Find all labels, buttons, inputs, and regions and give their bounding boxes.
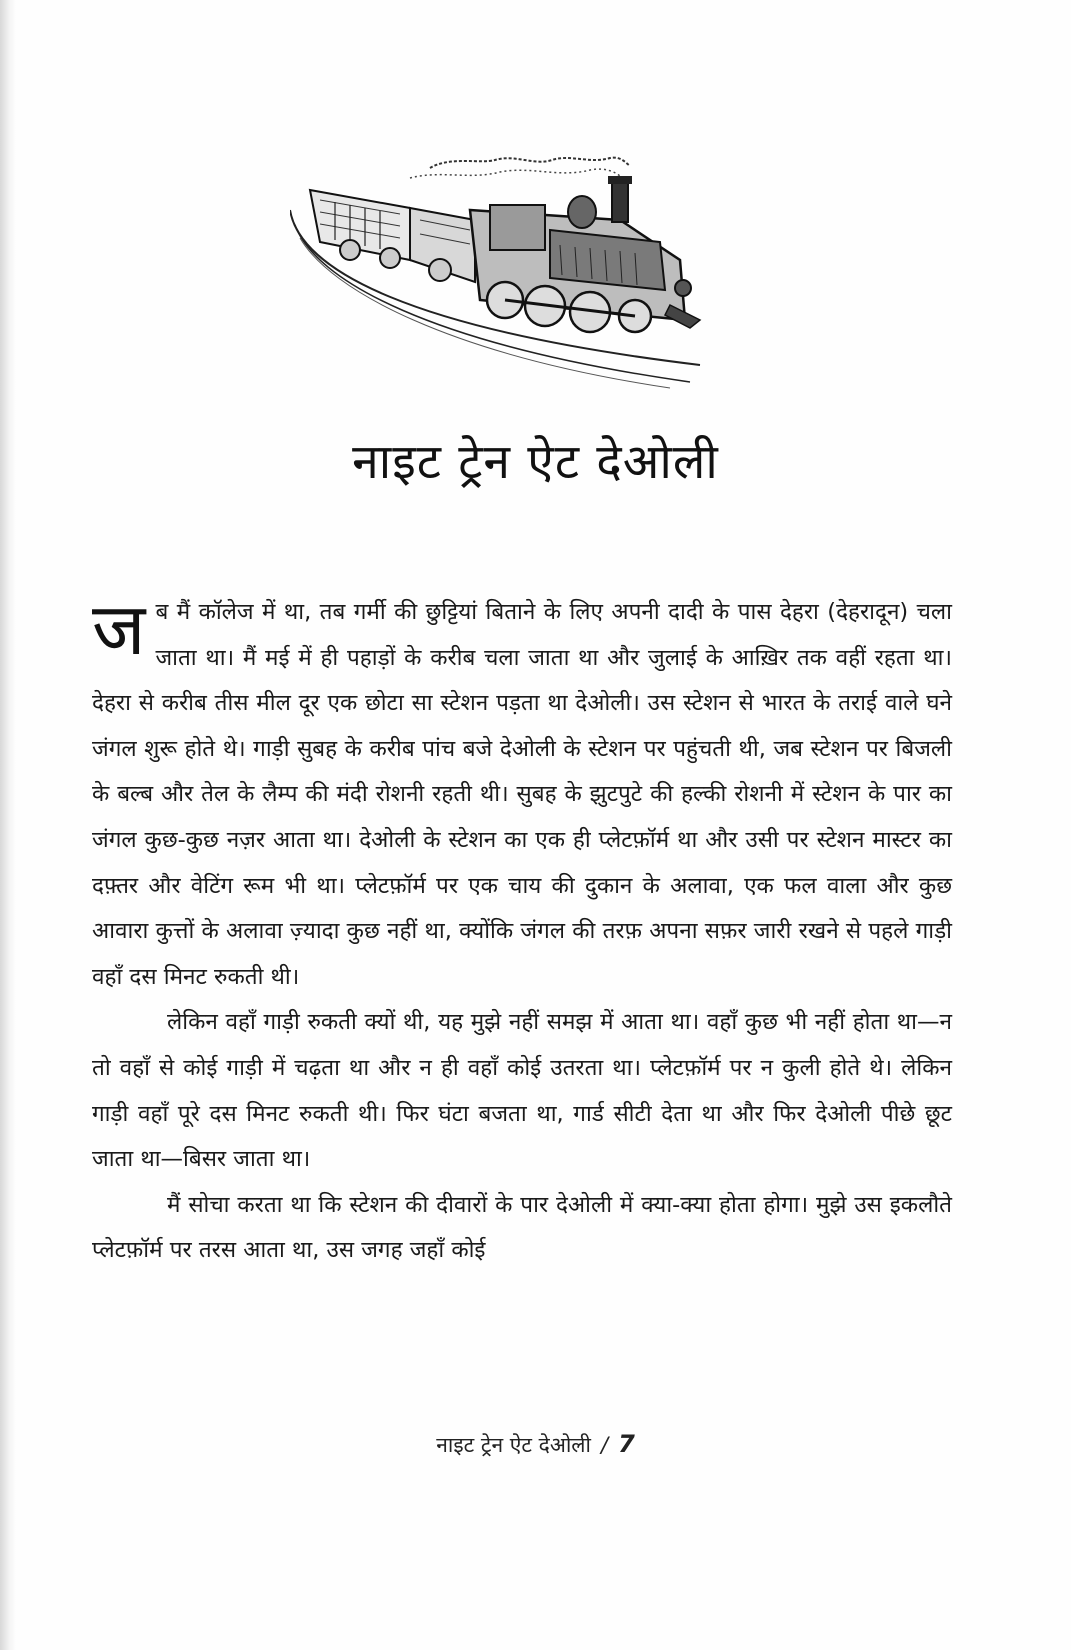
chapter-body (92, 587, 952, 1274)
footer-separator: / (600, 1433, 609, 1457)
steam-train-illustration (290, 150, 720, 390)
page-footer (0, 1430, 1071, 1459)
paragraph-1-text: ब मैं कॉलेज में था, तब गर्मी की छुट्टियां बिताने के लिए अपनी दादी के पास देहरा (देहरादून) चला जाता था। मैं मई में ही पहाड़ों के करीब चला जाता था और जुलाई के आख़िर तक वहीं रहता था। देहरा से करीब तीस मील दूर एक छोटा सा स्टेशन पड़ता था देओली। उस स्टेशन से भारत के तराई वाले घने जंगल शुरू होते थे। गाड़ी सुबह के करीब पांच बजे देओली के स्टेशन पर पहुंचती थी, जब स्टेशन पर बिजली के बल्ब और तेल के लैम्प की मंदी रोशनी रहती थी। सुबह के झुटपुटे की हल्की रोशनी में स्टेशन के पार का जंगल कुछ-कुछ नज़र आता था। देओली के स्टेशन का एक ही प्लेटफ़ॉर्म था और उसी पर स्टेशन मास्टर का दफ़्तर और वेटिंग रूम भी था। प्लेटफ़ॉर्म पर एक चाय की दुकान के अलावा, एक फल वाला और कुछ आवारा कुत्तों के अलावा ज़्यादा कुछ नहीं था, क्योंकि जंगल की तरफ़ अपना सफ़र जारी रखने से पहले गाड़ी वहाँ दस मिनट रुकती थी। (92, 599, 952, 990)
paragraph-2: लेकिन वहाँ गाड़ी रुकती क्यों थी, यह मुझे नहीं समझ में आता था। वहाँ कुछ भी नहीं होता था—न तो वहाँ से कोई गाड़ी में चढ़ता था और न ही वहाँ कोई उतरता था। प्लेटफ़ॉर्म पर न कुली होते थे। लेकिन गाड़ी वहाँ पूरे दस मिनट रुकती थी। फिर घंटा बजता था, गार्ड सीटी देता था और फिर देओली पीछे छूट जाता था—बिसर जाता था। (92, 1009, 952, 1173)
page-binding-edge (0, 0, 16, 1650)
page-number: 7 (618, 1430, 635, 1458)
drop-cap: ज (92, 587, 146, 671)
chapter-title: नाइट ट्रेन ऐट देओली (352, 434, 719, 490)
paragraph-1 (92, 587, 952, 1000)
paragraph-3: मैं सोचा करता था कि स्टेशन की दीवारों के पार देओली में क्या-क्या होता होगा। मुझे उस इकलौते प्लेटफ़ॉर्म पर तरस आता था, उस जगह जहाँ कोई (92, 1191, 952, 1264)
running-title: नाइट ट्रेन ऐट देओली (436, 1433, 591, 1457)
